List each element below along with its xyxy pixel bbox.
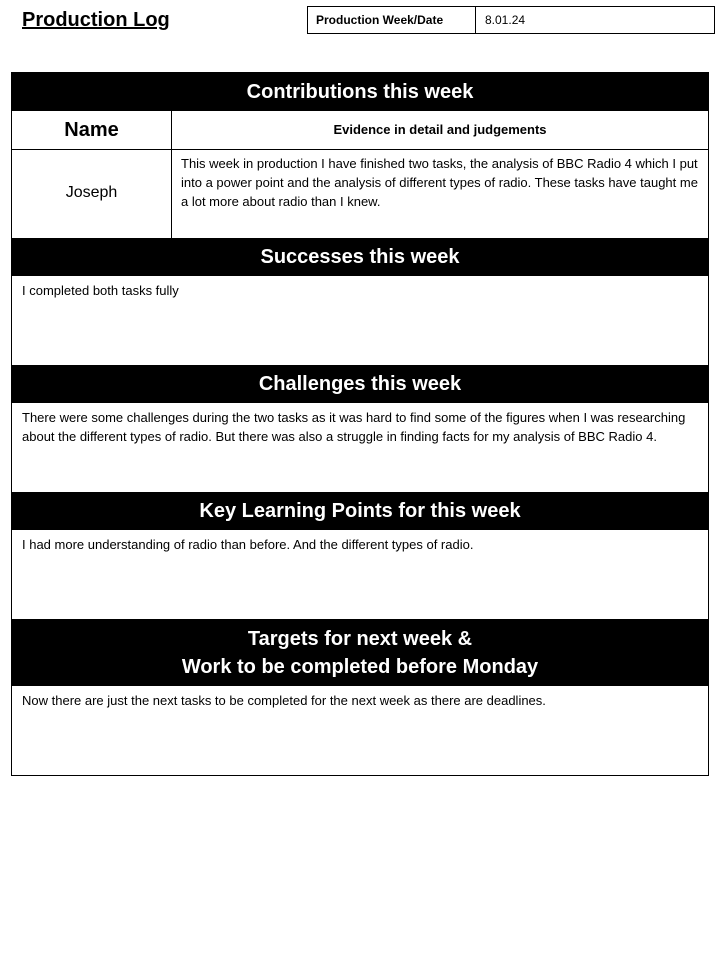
targets-header: [12, 619, 708, 686]
contribution-row: [12, 150, 708, 238]
evidence-column-header: Evidence in detail and judgements: [333, 122, 547, 137]
targets-header-line-2: Work to be completed before Monday: [181, 655, 539, 678]
name-column-header: Name: [12, 111, 172, 149]
production-week-box: [307, 6, 715, 34]
successes-body: I completed both tasks fully: [22, 283, 179, 298]
contributions-header: Contributions this week: [12, 73, 708, 111]
challenges-header: Challenges this week: [12, 365, 708, 403]
production-week-label: Production Week/Date: [308, 7, 476, 33]
production-log-table: [11, 72, 709, 776]
learning-points-body: I had more understanding of radio than before. And the different types of radio.: [22, 537, 474, 552]
production-week-value: 8.01.24: [485, 13, 526, 27]
contributions-column-headers: [12, 111, 708, 150]
learning-points-header: Key Learning Points for this week: [12, 492, 708, 530]
targets-body: Now there are just the next tasks to be completed for the next week as there are deadlines.: [22, 693, 546, 708]
contribution-evidence: This week in production I have finished two tasks, the analysis of BBC Radio 4 which I put into a power point and the analysis of different types of radio. These tasks have taught me a lot more about radio than I knew.: [181, 156, 698, 209]
successes-header: Successes this week: [12, 238, 708, 276]
page-title: Production Log: [22, 9, 170, 31]
contributor-name: Joseph: [12, 150, 172, 238]
targets-header-line-1: Targets for next week &: [247, 627, 473, 650]
challenges-body: There were some challenges during the two tasks as it was hard to find some of the figures when I was researching about the different types of radio. But there was also a struggle in finding facts for my analysis of BBC Radio 4.: [22, 410, 686, 444]
